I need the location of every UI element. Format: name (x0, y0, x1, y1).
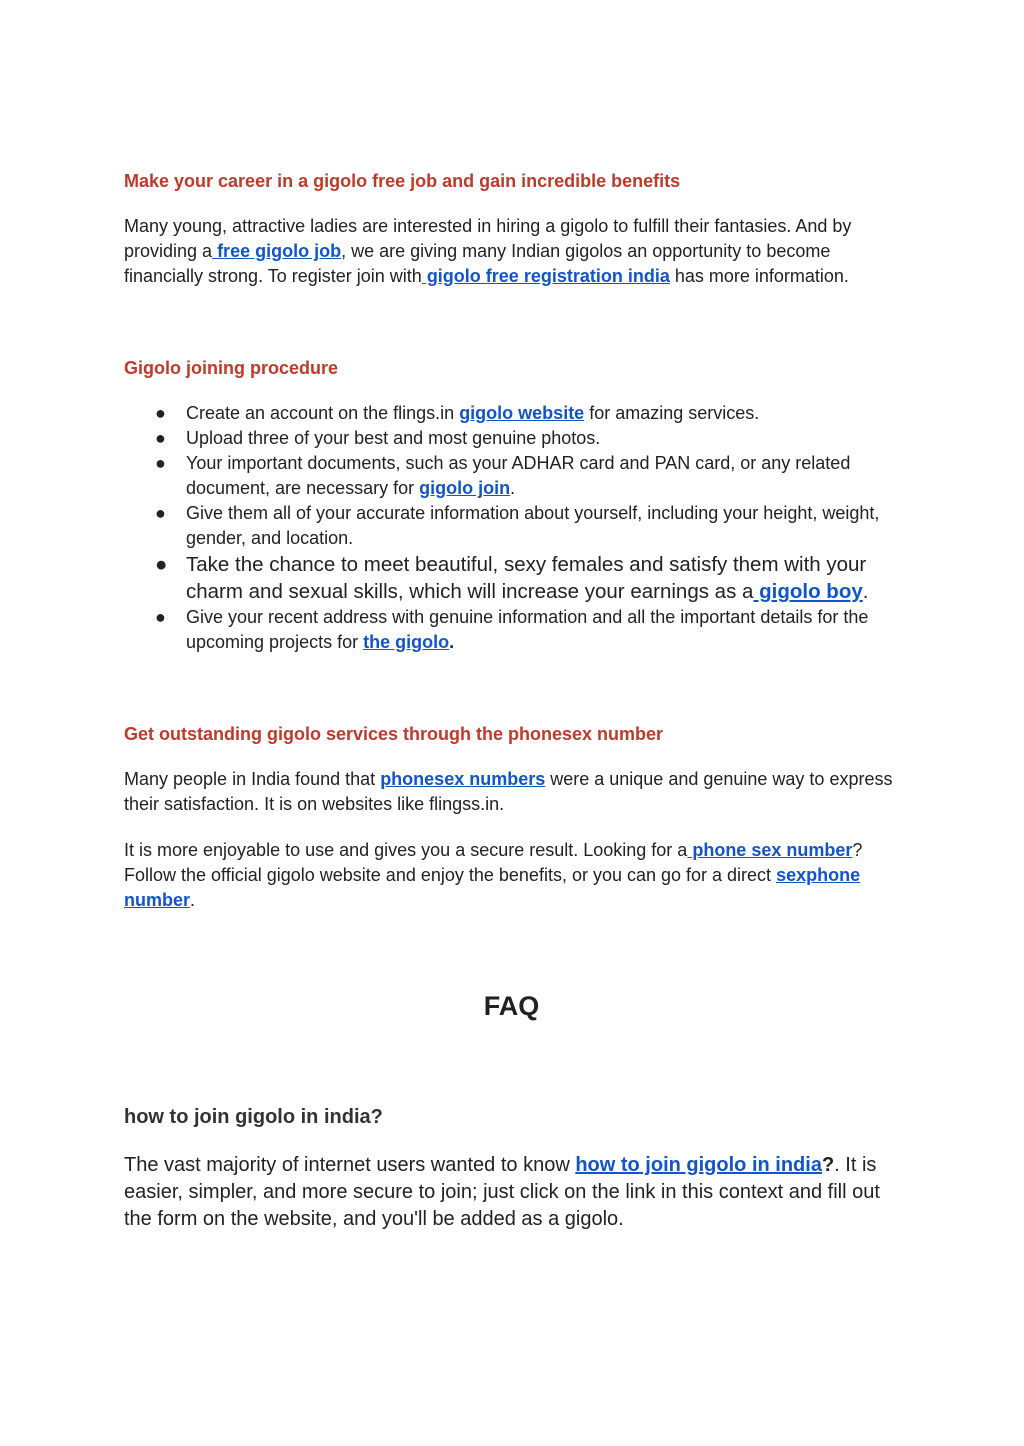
section-heading-career: Make your career in a gigolo free job and gain incredible benefits (124, 171, 681, 191)
bullet-icon: ● (155, 503, 166, 523)
career-text-c: has more information. (669, 266, 849, 286)
the-gigolo-link[interactable]: the gigolo (363, 632, 450, 652)
bullet-icon: ● (155, 607, 166, 627)
how-to-join-gigolo-link[interactable]: how to join gigolo in india (575, 1154, 822, 1176)
phonesex-paragraph-1: Many people in India found that phonesex numbers were a unique and genuine way to express their satisfaction. It is on websites like flingss.in. (124, 769, 893, 814)
list-item: ● Give them all of your accurate information about yourself, including your height, weight, gender, and location. (155, 503, 880, 548)
gigolo-boy-link[interactable]: gigolo boy (753, 580, 863, 603)
sexphone-number-link[interactable]: sexphone number (124, 865, 861, 910)
faq-question: how to join gigolo in india? (124, 1106, 383, 1128)
career-text-a: Many young, attractive ladies are interested in hiring a gigolo to fulfill their fantasies. And by providing a (124, 216, 852, 261)
joining-procedure-list (124, 401, 904, 655)
list-item: ● Give your recent address with genuine information and all the important details for the upcoming projects for the gigolo. (155, 607, 869, 652)
gigolo-website-link[interactable]: gigolo website (459, 403, 585, 423)
gigolo-free-registration-link[interactable]: gigolo free registration india (421, 266, 670, 286)
bullet-icon: ● (155, 553, 168, 576)
list-item: ● Your important documents, such as your ADHAR card and PAN card, or any related document, are necessary for gigolo join. (155, 453, 851, 498)
phone-sex-number-link[interactable]: phone sex number (687, 840, 853, 860)
bullet-icon: ● (155, 403, 166, 423)
career-paragraph (124, 214, 904, 289)
free-gigolo-job-link[interactable]: free gigolo job (212, 241, 342, 261)
bullet-icon: ● (155, 428, 166, 448)
career-text-b: , we are giving many Indian gigolos an opportunity to become financially strong. To register join with (124, 241, 831, 286)
phonesex-numbers-link[interactable]: phonesex numbers (380, 769, 546, 789)
faq-answer: The vast majority of internet users wanted to know how to join gigolo in india?. It is easier, simpler, and more secure to join; just click on the link in this context and fill out the form on the website, and you'll be added as a gigolo. (124, 1154, 880, 1230)
bullet-icon: ● (155, 453, 166, 473)
list-item: ● Upload three of your best and most genuine photos. (124, 426, 904, 451)
gigolo-join-link[interactable]: gigolo join (419, 478, 511, 498)
faq-title: FAQ (483, 991, 540, 1021)
phonesex-paragraph-2: It is more enjoyable to use and gives you a secure result. Looking for a phone sex number? Follow the official gigolo website and enjoy the benefits, or you can go for a direct sexphone number. (124, 840, 863, 910)
list-item: ● Create an account on the flings.in gigolo website for amazing services. (124, 401, 904, 426)
section-heading-joining: Gigolo joining procedure (124, 358, 338, 378)
list-item: ● Take the chance to meet beautiful, sexy females and satisfy them with your charm and sexual skills, which will increase your earnings as a gigolo boy. (155, 553, 869, 603)
section-heading-phonesex: Get outstanding gigolo services through the phonesex number (124, 724, 664, 744)
